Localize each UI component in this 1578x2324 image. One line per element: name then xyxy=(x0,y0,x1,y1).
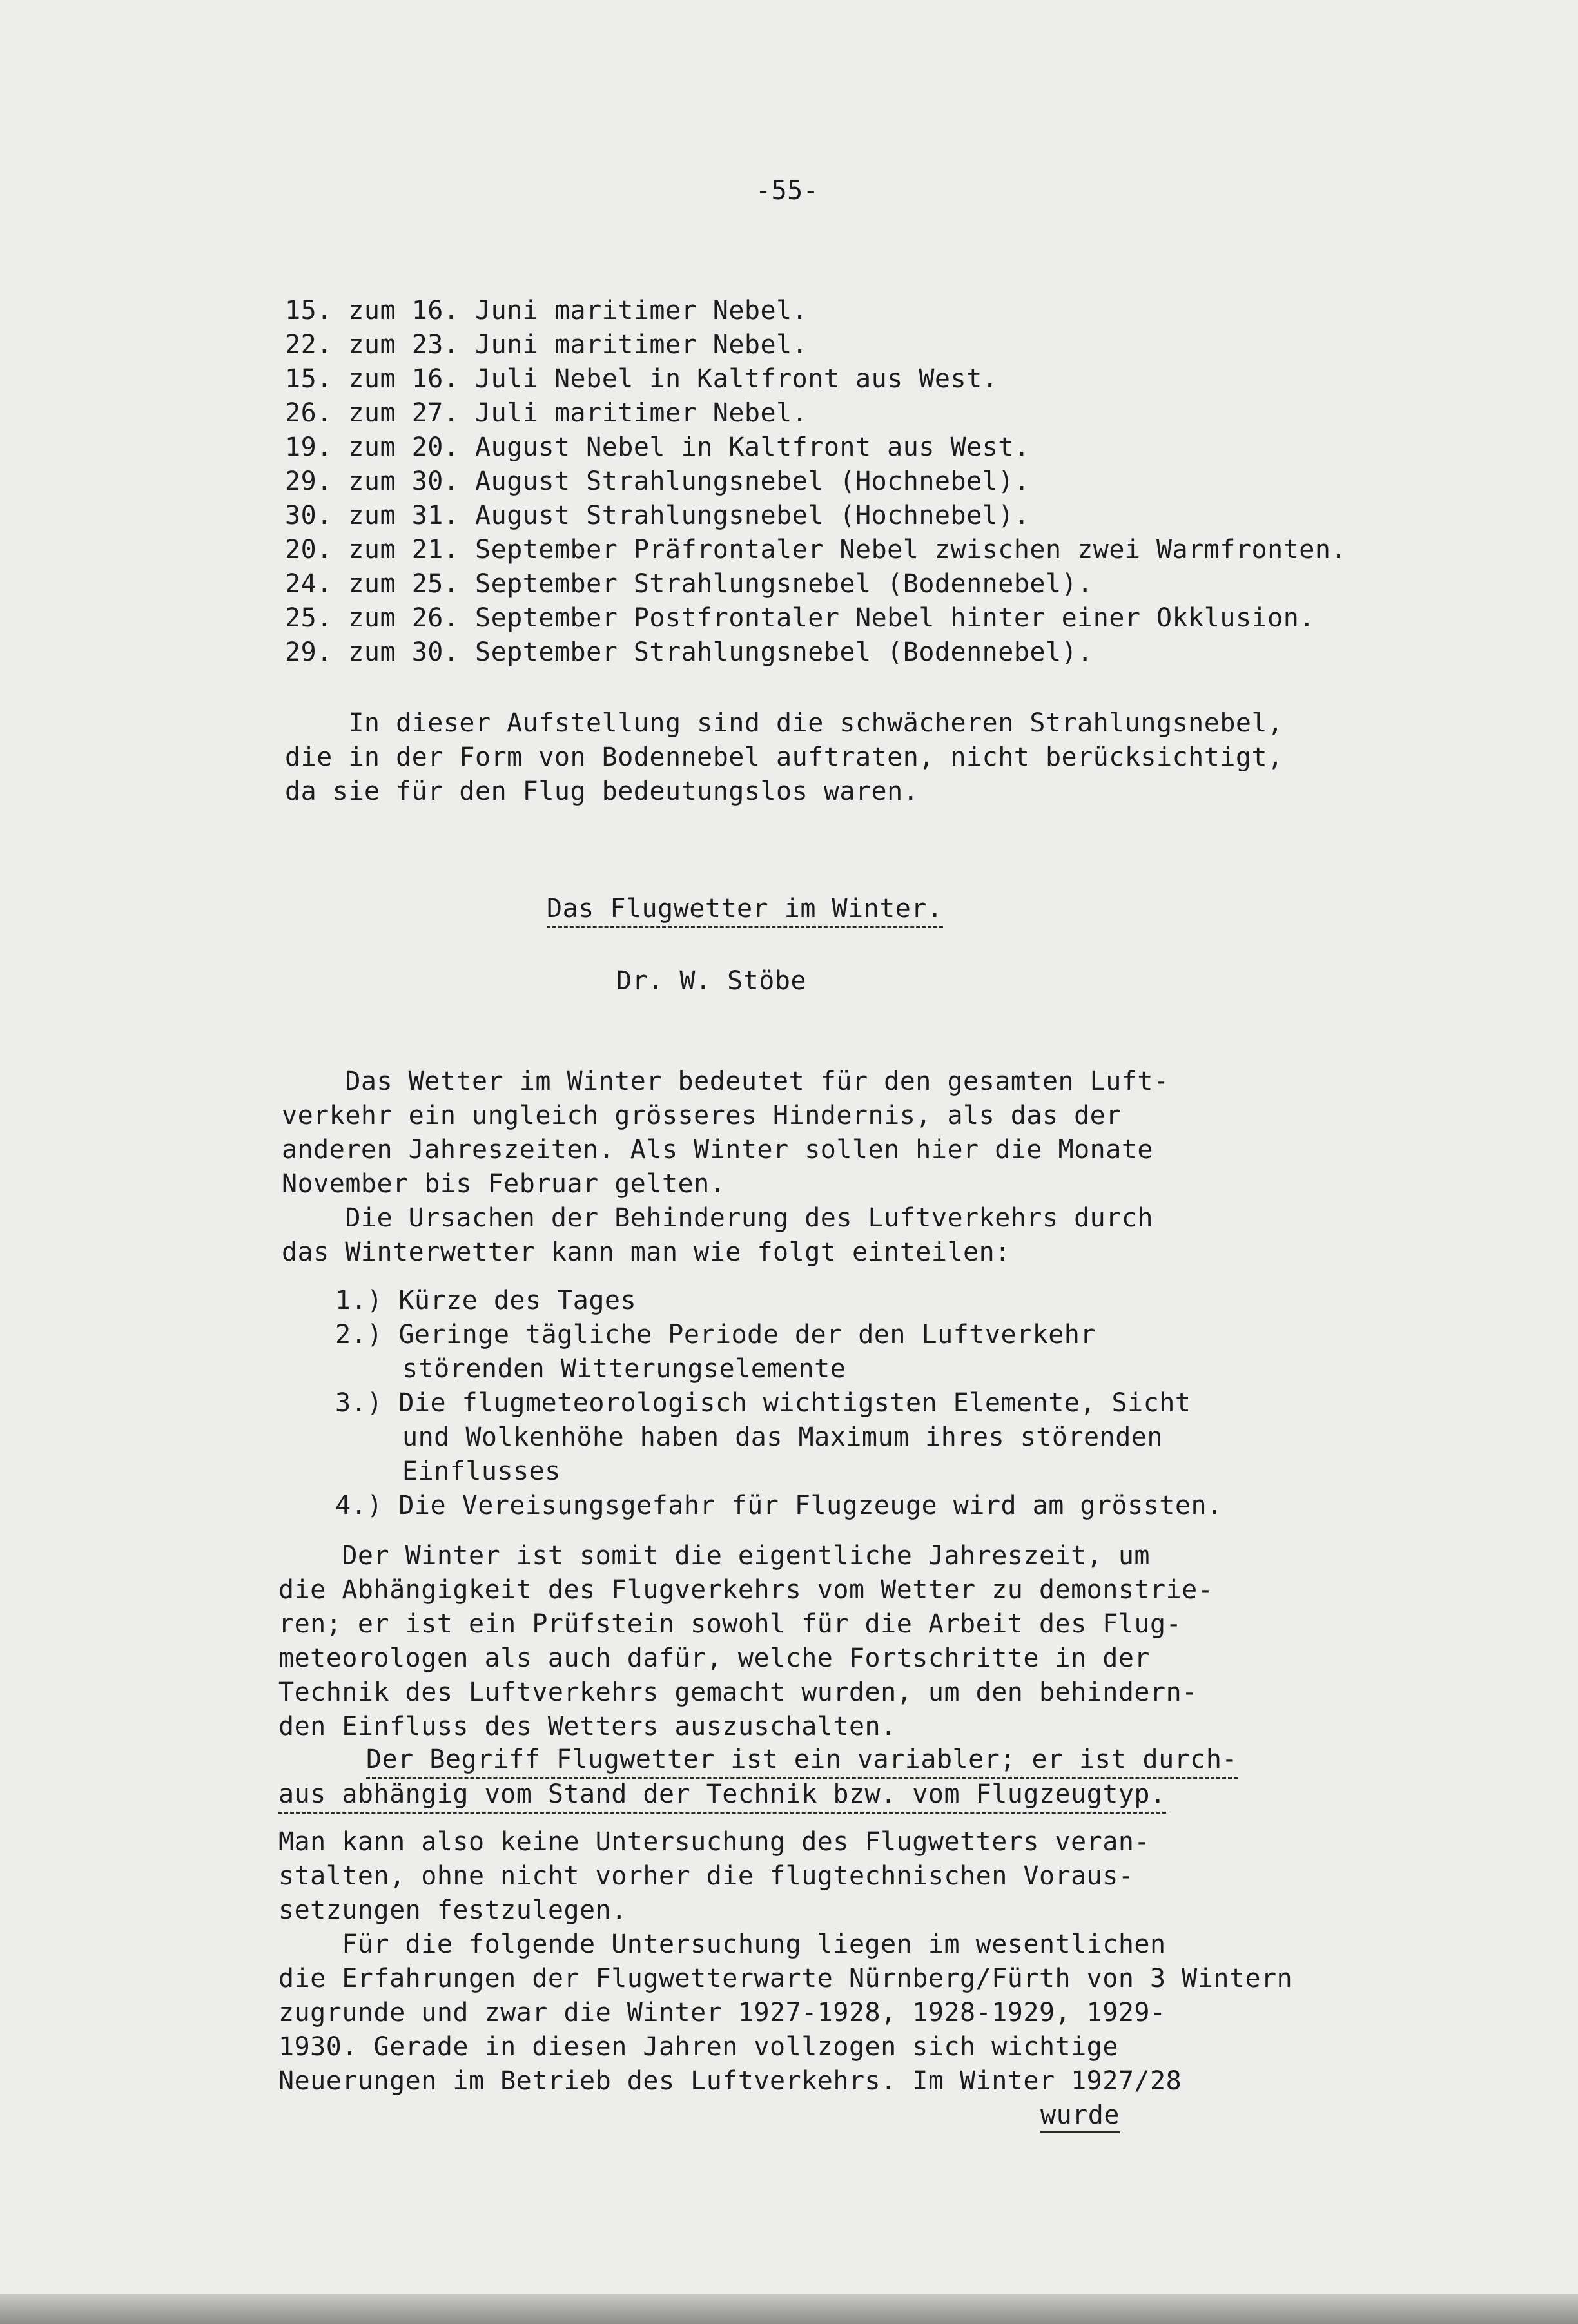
day-from: 15. xyxy=(285,364,333,394)
catchword-text: wurde xyxy=(1040,2100,1120,2133)
catchword xyxy=(1040,2102,1120,2128)
day-to: 25. xyxy=(411,569,460,599)
underlined-text: Der Begriff Flugwetter ist ein variabler; er ist durch- xyxy=(366,1745,1238,1779)
item-continuation: und Wolkenhöhe haben das Maximum ihres störenden xyxy=(402,1422,1163,1452)
day-to: 20. xyxy=(411,432,460,462)
day-to: 21. xyxy=(411,535,460,565)
zum-word: zum xyxy=(348,398,396,428)
underlined-line xyxy=(366,1747,1238,1772)
list-item xyxy=(335,1288,636,1313)
text-line: die in der Form von Bodennebel auftraten, nicht berücksichtigt, xyxy=(285,742,1283,772)
item-continuation: Einflusses xyxy=(402,1457,561,1486)
fog-description: Juni maritimer Nebel. xyxy=(475,296,808,325)
list-item xyxy=(285,434,1029,460)
list-item xyxy=(285,298,808,324)
text-line: setzungen festzulegen. xyxy=(278,1895,627,1925)
item-number: 4.) xyxy=(335,1491,383,1520)
fog-description: September Postfrontaler Nebel hinter einer Okklusion. xyxy=(475,603,1315,633)
fog-description: Juni maritimer Nebel. xyxy=(475,330,808,360)
day-from: 24. xyxy=(285,569,333,599)
day-from: 20. xyxy=(285,535,333,565)
fog-description: August Strahlungsnebel (Hochnebel). xyxy=(475,467,1030,496)
list-item xyxy=(285,571,1093,597)
list-item xyxy=(285,366,998,392)
text-line: das Winterwetter kann man wie folgt einteilen: xyxy=(282,1237,1011,1267)
author: Dr. W. Stöbe xyxy=(616,966,806,996)
item-continuation: störenden Witterungselemente xyxy=(402,1354,846,1384)
list-item xyxy=(285,639,1093,665)
day-from: 22. xyxy=(285,330,333,360)
fog-description: August Nebel in Kaltfront aus West. xyxy=(475,432,1030,462)
item-number: 1.) xyxy=(335,1286,383,1315)
day-from: 15. xyxy=(285,296,333,325)
zum-word: zum xyxy=(348,603,396,633)
day-from: 25. xyxy=(285,603,333,633)
zum-word: zum xyxy=(348,364,396,394)
day-to: 16. xyxy=(411,296,460,325)
underlined-line xyxy=(278,1781,1166,1807)
list-item xyxy=(285,605,1315,631)
zum-word: zum xyxy=(348,535,396,565)
text-line: den Einfluss des Wetters auszuschalten. xyxy=(278,1712,897,1741)
section-title xyxy=(547,896,943,922)
text-line: Technik des Luftverkehrs gemacht wurden, um den behindern- xyxy=(278,1678,1198,1707)
day-to: 27. xyxy=(411,398,460,428)
text-line: Die Ursachen der Behinderung des Luftverkehrs durch xyxy=(282,1203,1154,1233)
list-item xyxy=(285,537,1347,563)
item-text: Kürze des Tages xyxy=(398,1286,637,1315)
list-item xyxy=(285,503,1029,528)
list-item xyxy=(285,400,808,426)
day-to: 30. xyxy=(411,467,460,496)
list-item xyxy=(335,1493,1223,1518)
text-line: Neuerungen im Betrieb des Luftverkehrs. Im Winter 1927/28 xyxy=(278,2066,1182,2096)
underlined-text: aus abhängig vom Stand der Technik bzw. vom Flugzeugtyp. xyxy=(278,1779,1166,1814)
day-to: 16. xyxy=(411,364,460,394)
zum-word: zum xyxy=(348,637,396,667)
text-line: die Erfahrungen der Flugwetterwarte Nürnberg/Fürth von 3 Wintern xyxy=(278,1964,1293,1993)
list-item xyxy=(285,469,1029,494)
fog-description: Juli Nebel in Kaltfront aus West. xyxy=(475,364,998,394)
text-line: 1930. Gerade in diesen Jahren vollzogen sich wichtige xyxy=(278,2032,1118,2062)
fog-description: August Strahlungsnebel (Hochnebel). xyxy=(475,501,1030,530)
zum-word: zum xyxy=(348,296,396,325)
day-from: 26. xyxy=(285,398,333,428)
fog-description: September Präfrontaler Nebel zwischen zwei Warmfronten. xyxy=(475,535,1347,565)
item-text: Geringe tägliche Periode der den Luftverkehr xyxy=(398,1320,1096,1350)
fog-description: September Strahlungsnebel (Bodennebel). xyxy=(475,569,1093,599)
list-item xyxy=(335,1390,1191,1416)
item-text: Die flugmeteorologisch wichtigsten Elemente, Sicht xyxy=(398,1388,1191,1418)
day-from: 19. xyxy=(285,432,333,462)
text-line: verkehr ein ungleich grösseres Hindernis, als das der xyxy=(282,1101,1122,1130)
text-line: anderen Jahreszeiten. Als Winter sollen hier die Monate xyxy=(282,1135,1154,1165)
day-to: 26. xyxy=(411,603,460,633)
text-line: die Abhängigkeit des Flugverkehrs vom Wetter zu demonstrie- xyxy=(278,1575,1214,1605)
fog-description: September Strahlungsnebel (Bodennebel). xyxy=(475,637,1093,667)
text-line: Das Wetter im Winter bedeutet für den gesamten Luft- xyxy=(282,1067,1169,1096)
text-line: da sie für den Flug bedeutungslos waren. xyxy=(285,777,919,806)
day-to: 31. xyxy=(411,501,460,530)
day-from: 29. xyxy=(285,467,333,496)
text-line: ren; er ist ein Prüfstein sowohl für die Arbeit des Flug- xyxy=(278,1609,1182,1639)
text-line: meteorologen als auch dafür, welche Fortschritte in der xyxy=(278,1643,1151,1673)
page-number: -55- xyxy=(755,176,819,206)
day-from: 30. xyxy=(285,501,333,530)
text-line: Für die folgende Untersuchung liegen im wesentlichen xyxy=(278,1930,1166,1959)
zum-word: zum xyxy=(348,432,396,462)
text-line: In dieser Aufstellung sind die schwächeren Strahlungsnebel, xyxy=(285,708,1283,738)
fog-description: Juli maritimer Nebel. xyxy=(475,398,808,428)
text-line: November bis Februar gelten. xyxy=(282,1169,726,1199)
text-line: Der Winter ist somit die eigentliche Jahreszeit, um xyxy=(278,1541,1151,1571)
item-number: 2.) xyxy=(335,1320,383,1350)
list-item xyxy=(285,332,808,358)
zum-word: zum xyxy=(348,467,396,496)
zum-word: zum xyxy=(348,501,396,530)
text-line: zugrunde und zwar die Winter 1927-1928, 1928-1929, 1929- xyxy=(278,1998,1166,2028)
day-to: 30. xyxy=(411,637,460,667)
day-to: 23. xyxy=(411,330,460,360)
section-title-text: Das Flugwetter im Winter. xyxy=(547,894,943,928)
zum-word: zum xyxy=(348,330,396,360)
day-from: 29. xyxy=(285,637,333,667)
scan-edge-shadow xyxy=(0,2294,1578,2324)
list-item xyxy=(335,1322,1096,1348)
zum-word: zum xyxy=(348,569,396,599)
text-line: stalten, ohne nicht vorher die flugtechnischen Voraus- xyxy=(278,1861,1135,1891)
item-text: Die Vereisungsgefahr für Flugzeuge wird am grössten. xyxy=(398,1491,1223,1520)
item-number: 3.) xyxy=(335,1388,383,1418)
text-line: Man kann also keine Untersuchung des Flugwetters veran- xyxy=(278,1827,1151,1857)
